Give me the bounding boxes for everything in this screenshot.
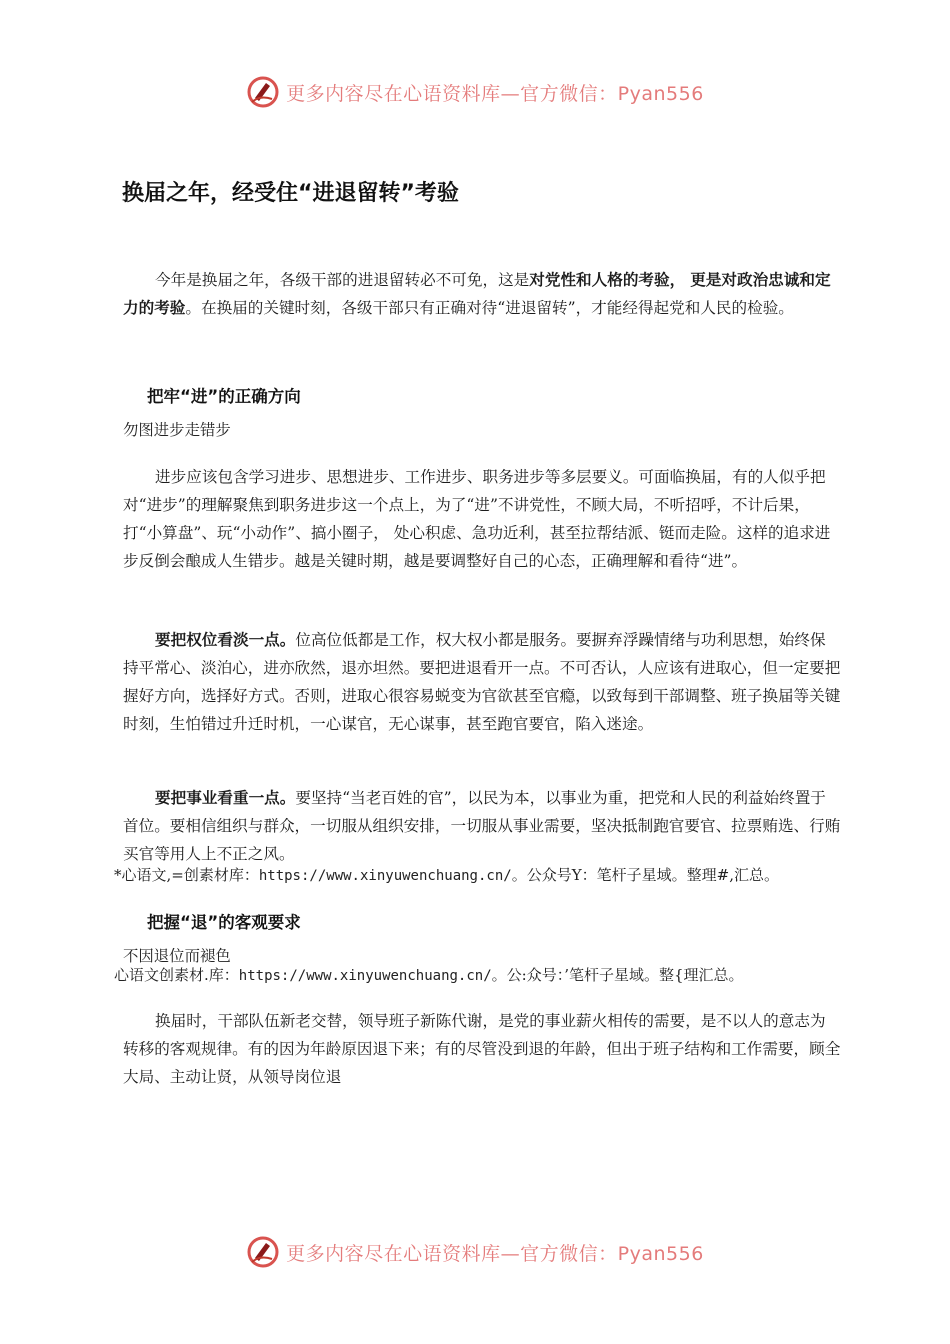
watermark-note-2 (114, 966, 844, 986)
watermark-note-2-url: https://www.xinyuwenchuang.cn/ (238, 968, 492, 984)
section1-paragraph-2-body: 位高位低都是工作，权大权小都是服务。要摒弃浮躁情绪与功利思想，始终保持平常心、淡泊心，进亦欣然，退亦坦然。要把进退看开一点。不可否认，人应该有进取心，但一定要把握好方向，选择好方式。否则，进取心很容易蜕变为官欲甚至官瘾，以致每到干部调整、班子换届等关键时刻，生怕错过升迁时机，一心谋官，无心谋事，甚至跑官要官，陷入迷途。 (123, 631, 841, 733)
intro-text-1: 今年是换届之年，各级干部的进退留转必不可免，这是 (155, 271, 530, 289)
watermark-note-1-prefix: *心语文,=创素材库： (114, 866, 259, 884)
document-title: 换届之年，经受住“进退留转”考验 (122, 181, 459, 206)
section2-heading: 把握“退”的客观要求 (147, 913, 301, 932)
footer-banner-text: 更多内容尽在心语资料库—官方微信： (286, 1242, 618, 1265)
brand-logo-icon (246, 75, 280, 109)
brand-logo-icon (246, 1235, 280, 1269)
section1-paragraph-2-lead: 要把权位看淡一点。 (155, 630, 296, 649)
section1-paragraph-3-body: 要坚持“当老百姓的官”，以民为本，以事业为重，把党和人民的利益始终置于首位。要相信组织与群众，一切服从组织安排，一切服从事业需要，坚决抵制跑官要官、拉票贿选、行贿买官等用人上不正之风。 (123, 789, 841, 863)
intro-bold-1: 对党性和人格的考验， (529, 270, 686, 289)
section1-paragraph-3 (123, 784, 841, 868)
watermark-note-2-prefix: 心语文创素材.库： (114, 966, 239, 984)
section1-heading: 把牢“进”的正确方向 (147, 387, 301, 406)
section1-paragraph-1: 进步应该包含学习进步、思想进步、工作进步、职务进步等多层要义。可面临换届，有的人似乎把对“进步”的理解聚焦到职务进步这一个点上，为了“进”不讲党性，不顾大局，不听招呼，不计后果，打“小算盘”、玩“小动作”、搞小圈子， 处心积虑、急功近利，甚至拉帮结派、铤而走险。这样的追求进步反倒会酿成人生错步。越是关键时期，越是要调整好自己的心态，正确理解和看待“进”。 (123, 468, 831, 570)
footer-banner (0, 1232, 950, 1272)
intro-bold-2: 更是对政治忠诚和定力的考验 (123, 270, 831, 317)
footer-banner-wechat-id: Pyan556 (617, 1242, 704, 1265)
watermark-note-1-suffix: 。公众号Y：笔杆子星域。整理#,汇总。 (511, 866, 779, 884)
section2-subtitle: 不因退位而褪色 (123, 947, 231, 965)
section1-paragraph-3-lead: 要把事业看重一点。 (155, 788, 296, 807)
watermark-note-1-url: https://www.xinyuwenchuang.cn/ (258, 868, 512, 884)
section2-paragraph-1: 换届时，干部队伍新老交替，领导班子新陈代谢，是党的事业薪火相传的需要，是不以人的意志为转移的客观规律。有的因为年龄原因退下来；有的尽管没到退的年龄，但出于班子结构和工作需要，顾全大局、主动让贤，从领导岗位退 (123, 1012, 841, 1086)
section1-subtitle: 勿图进步走错步 (123, 421, 231, 439)
banner-wechat-id: Pyan556 (617, 82, 704, 105)
watermark-note-1 (114, 866, 842, 886)
section1-paragraph-2 (123, 626, 841, 738)
watermark-note-2-suffix: 。公:众号：’笔杆子星域。整{理汇总。 (491, 966, 744, 984)
banner-text: 更多内容尽在心语资料库—官方微信： (286, 82, 618, 105)
intro-text-2: 。在换届的关键时刻，各级干部只有正确对待“进退留转”，才能经得起党和人民的检验。 (185, 299, 794, 317)
header-banner (0, 72, 950, 112)
intro-paragraph (123, 266, 841, 322)
